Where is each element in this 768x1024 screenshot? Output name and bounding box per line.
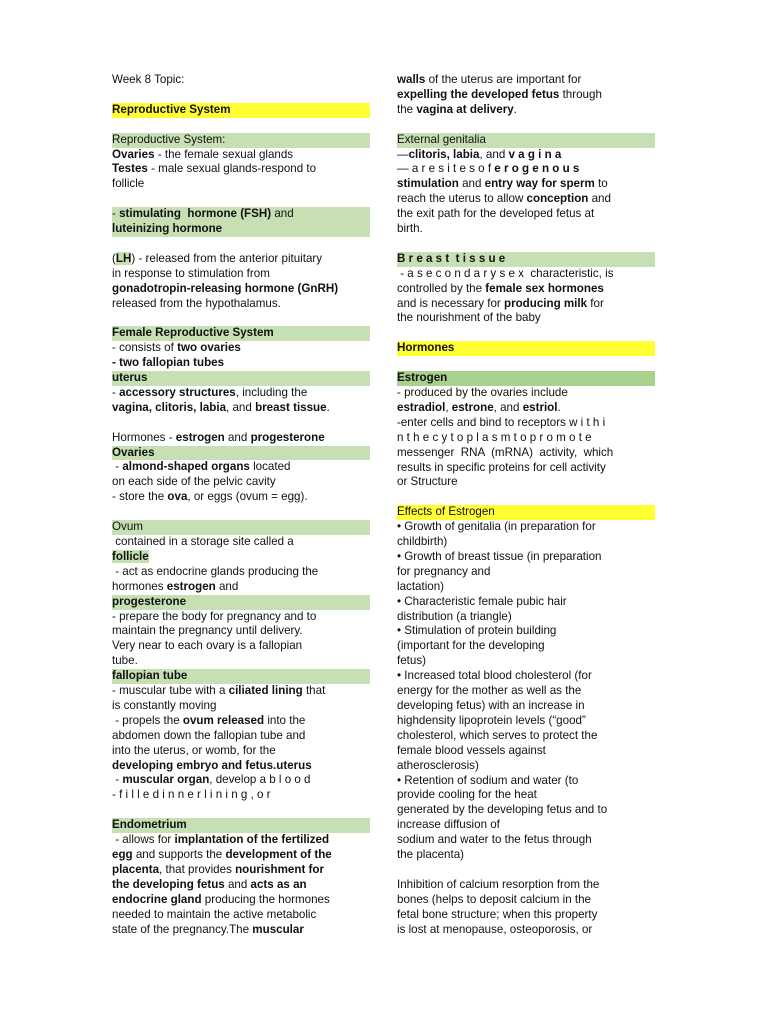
left-column: [112, 73, 370, 937]
lh-heading: luteinizing hormone: [112, 222, 370, 237]
organ-line-2: - f i l l e d i n n e r l i n i n g , o r: [112, 788, 271, 802]
walls-line: walls of the uterus are important for: [397, 73, 582, 86]
nourishment-line: the nourishment of the baby: [397, 311, 541, 325]
hormones-heading: Hormones: [397, 341, 655, 356]
produced-line: - produced by the ovaries include: [397, 385, 568, 399]
prep-line-1: - prepare the body for pregnancy and to: [112, 609, 317, 623]
propels-line: - propels the ovum released into the: [112, 713, 306, 727]
effect-line: generated by the developing fetus and to: [397, 803, 608, 817]
allows-line-6: needed to maintain the active metabolic: [112, 907, 317, 921]
effect-line: • Retention of sodium and water (to: [397, 773, 579, 787]
effect-line: cholesterol, which serves to protect the: [397, 728, 598, 742]
inhibition-line: bones (helps to deposit calcium in the: [397, 892, 591, 906]
allows-line-7: state of the pregnancy.The muscular: [112, 922, 304, 936]
erogenous-line: — a r e s i t e s o f e r o g e n o u s: [397, 162, 580, 176]
progesterone-heading: progesterone: [112, 595, 370, 610]
testes-line: Testes - male sexual glands-respond to: [112, 162, 317, 176]
two-tubes-line: - two fallopian tubes: [112, 356, 225, 370]
fsh-line: - stimulating hormone (FSH) and: [112, 207, 370, 222]
allows-line-1: - allows for implantation of the fertilized: [112, 833, 330, 847]
effect-line: (important for the developing: [397, 639, 545, 653]
contained-line: contained in a storage site called a: [112, 534, 294, 548]
exit-path-line: the exit path for the developed fetus at: [397, 207, 595, 221]
expelling-line: expelling the developed fetus through: [397, 87, 602, 101]
vagina-line: vagina, clitoris, labia, and breast tissue.: [112, 400, 330, 414]
muscular-line-2: is constantly moving: [112, 698, 217, 712]
accessory-line: - accessory structures, including the: [112, 385, 308, 399]
clitoris-line: —clitoris, labia, and v a g i n a: [397, 147, 562, 161]
almond-line-2: on each side of the pelvic cavity: [112, 475, 276, 489]
week-topic: Week 8 Topic:: [112, 73, 185, 86]
lh-line-1: (LH) - released from the anterior pituitary: [112, 251, 323, 265]
effect-line: for pregnancy and: [397, 564, 491, 578]
effect-line: provide cooling for the heat: [397, 788, 537, 802]
enter-line-2: n t h e c y t o p l a s m t o p r o m o t e: [397, 430, 592, 444]
effect-line: • Growth of breast tissue (in preparation: [397, 549, 602, 563]
act-line-2: hormones estrogen and: [112, 579, 239, 593]
stimulation-line: stimulation and entry way for sperm to: [397, 177, 608, 191]
vagina-delivery-line: the vagina at delivery.: [397, 102, 517, 116]
effect-line: • Increased total blood cholesterol (for: [397, 669, 592, 683]
ovaries-heading: Ovaries: [112, 446, 370, 461]
effect-line: developing fetus) with an increase in: [397, 698, 585, 712]
propels-line-3: into the uterus, or womb, for the: [112, 743, 276, 757]
estradiol-line: estradiol, estrone, and estriol.: [397, 400, 561, 414]
effects-heading: Effects of Estrogen: [397, 505, 655, 520]
allows-line-5: endocrine gland producing the hormones: [112, 892, 330, 906]
effect-line: distribution (a triangle): [397, 609, 512, 623]
effect-line: the placenta): [397, 848, 465, 862]
follicle-word: follicle: [112, 177, 145, 191]
effect-line: childbirth): [397, 535, 448, 549]
repro-system-label: Reproductive System:: [112, 133, 370, 148]
enter-line-4: results in specific proteins for cell activity: [397, 460, 606, 474]
organ-line: - muscular organ, develop a b l o o d: [112, 773, 311, 787]
inhibition-line: is lost at menopause, osteoporosis, or: [397, 922, 593, 936]
estrogen-heading: Estrogen: [397, 371, 655, 386]
effect-line: • Stimulation of protein building: [397, 624, 557, 638]
secondary-line: - a s e c o n d a r y s e x characteristic, is: [397, 266, 614, 280]
effect-line: increase diffusion of: [397, 818, 500, 832]
effect-line: female blood vessels against: [397, 743, 546, 757]
uterus-heading: uterus: [112, 371, 370, 386]
effect-line: energy for the mother as well as the: [397, 684, 582, 698]
effect-line: • Growth of genitalia (in preparation for: [397, 520, 596, 534]
effect-line: sodium and water to the fetus through: [397, 833, 592, 847]
prep-line-3: Very near to each ovary is a fallopian: [112, 639, 303, 653]
necessary-line: and is necessary for producing milk for: [397, 296, 604, 310]
reproductive-system-heading: Reproductive System: [112, 103, 370, 118]
right-column: [397, 73, 655, 937]
ovum-heading: Ovum: [112, 520, 370, 535]
prep-line-2: maintain the pregnancy until delivery.: [112, 624, 303, 638]
effect-line: • Characteristic female pubic hair: [397, 594, 567, 608]
consists-line: - consists of two ovaries: [112, 341, 241, 355]
birth-line: birth.: [397, 222, 423, 236]
allows-line-4: the developing fetus and acts as an: [112, 877, 307, 891]
muscular-line: - muscular tube with a ciliated lining that: [112, 684, 326, 698]
lh-line-3: gonadotropin-releasing hormone (GnRH): [112, 281, 339, 295]
allows-line-3: placenta, that provides nourishment for: [112, 862, 324, 876]
controlled-line: controlled by the female sex hormones: [397, 281, 604, 295]
enter-line-1: -enter cells and bind to receptors w i t h i: [397, 415, 606, 429]
inhibition-line: fetal bone structure; when this property: [397, 907, 598, 921]
reach-line: reach the uterus to allow conception and: [397, 192, 611, 206]
allows-line-2: egg and supports the development of the: [112, 848, 332, 861]
propels-line-2: abdomen down the fallopian tube and: [112, 728, 306, 742]
effect-line: fetus): [397, 654, 426, 668]
follicle-label: follicle: [112, 549, 149, 563]
enter-line-5: or Structure: [397, 475, 458, 489]
store-line: - store the ova, or eggs (ovum = egg).: [112, 490, 308, 504]
female-repro-heading: Female Reproductive System: [112, 326, 370, 341]
prep-line-4: tube.: [112, 654, 138, 668]
almond-line: - almond-shaped organs located: [112, 460, 291, 474]
fallopian-heading: fallopian tube: [112, 669, 370, 684]
inhibition-line: Inhibition of calcium resorption from the: [397, 877, 600, 891]
enter-line-3: messenger RNA (mRNA) activity, which: [397, 445, 614, 459]
ovaries-line: Ovaries - the female sexual glands: [112, 147, 294, 161]
hormones-line: Hormones - estrogen and progesterone: [112, 430, 325, 444]
lh-line-2: in response to stimulation from: [112, 266, 270, 280]
endometrium-heading: Endometrium: [112, 818, 370, 833]
effect-line: lactation): [397, 579, 445, 593]
external-genitalia-heading: External genitalia: [397, 133, 655, 148]
lh-line-4: released from the hypothalamus.: [112, 296, 281, 310]
effect-line: atherosclerosis): [397, 758, 479, 772]
breast-tissue-heading: B r e a s t t i s s u e: [397, 252, 655, 267]
act-line-1: - act as endocrine glands producing the: [112, 564, 319, 578]
effect-line: highdensity lipoprotein levels (“good”: [397, 713, 586, 727]
propels-line-4: developing embryo and fetus.uterus: [112, 758, 312, 772]
